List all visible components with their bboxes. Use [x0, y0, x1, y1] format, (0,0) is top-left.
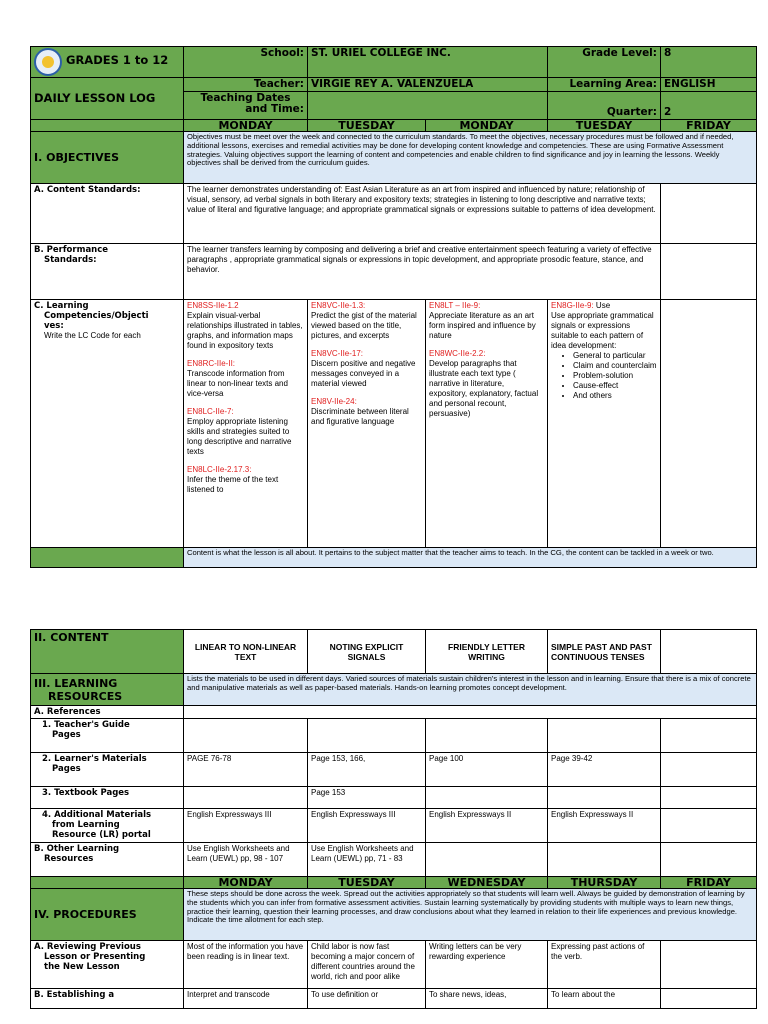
learning-resources-title-line1: III. LEARNING: [34, 676, 118, 690]
other-thursday: [548, 843, 661, 877]
lc-label-line2: Competencies/Objecti: [44, 311, 149, 321]
day-header-blank: [31, 877, 184, 889]
lc-label-line1: C. Learning: [34, 301, 89, 311]
idea-pattern-list: [551, 351, 657, 401]
learning-area-label: Learning Area:: [548, 78, 661, 92]
other-resources-label: [31, 843, 184, 877]
lesson-log-top-table: [30, 46, 757, 568]
learning-area-value: ENGLISH: [661, 78, 757, 92]
grades-cell: [31, 47, 184, 78]
review-monday: Most of the information you have been reading is in linear text.: [184, 941, 308, 989]
lc-text: Develop paragraphs that illustrate each text type ( narrative in literature, expository, explanatory, factual and personal recount, persuasive): [429, 359, 539, 418]
reviewing-previous-label-line3: the New Lesson: [44, 962, 120, 972]
learners-materials-label: [31, 753, 184, 787]
tg-monday: [184, 719, 308, 753]
learners-materials-label-line2: Pages: [52, 764, 81, 774]
learning-competencies-label: [31, 300, 184, 548]
school-value: ST. URIEL COLLEGE INC.: [308, 47, 548, 78]
content-topic-thursday: SIMPLE PAST AND PAST CONTINUOUS TENSES: [548, 630, 661, 674]
textbook-pages-label-line1: 3. Textbook Pages: [42, 788, 130, 798]
other-friday: [661, 843, 757, 877]
teachers-guide-label: [31, 719, 184, 753]
teacher-value: VIRGIE REY A. VALENZUELA: [308, 78, 548, 92]
am-tuesday: English Expressways III: [308, 809, 426, 843]
lm-friday: [661, 753, 757, 787]
lc-code: EN8RC-IIe-II:: [187, 359, 236, 368]
performance-standards-friday: [661, 244, 757, 300]
lc-code: EN8LC-IIe-2.17.3:: [187, 465, 252, 474]
tg-thursday: [548, 719, 661, 753]
am-friday: [661, 809, 757, 843]
teaching-dates-value: [308, 92, 548, 120]
teaching-dates-label: [184, 92, 308, 120]
establish-monday: Interpret and transcode: [184, 989, 308, 1009]
establish-tuesday: To use definition or: [308, 989, 426, 1009]
school-label: School:: [184, 47, 308, 78]
grades-title: GRADES 1 to 12: [66, 53, 169, 68]
lm-thursday: Page 39-42: [548, 753, 661, 787]
day-header-1: MONDAY: [184, 120, 308, 132]
lc-code: EN8VC-IIe-1.3:: [311, 301, 366, 310]
tg-friday: [661, 719, 757, 753]
day-header-3: MONDAY: [426, 120, 548, 132]
am-thursday: English Expressways II: [548, 809, 661, 843]
day-header-5: FRIDAY: [661, 877, 757, 889]
grade-level-value: 8: [661, 47, 757, 78]
establish-wednesday: To share news, ideas,: [426, 989, 548, 1009]
textbook-pages-label: [31, 787, 184, 809]
list-item: • Problem-solution: [573, 371, 657, 381]
competencies-monday: [184, 300, 308, 548]
teachers-guide-label-line1: 1. Teacher's Guide: [42, 720, 130, 730]
content-topic-monday: LINEAR TO NON-LINEAR TEXT: [184, 630, 308, 674]
tb-friday: [661, 787, 757, 809]
school-seal-icon: [34, 48, 62, 76]
lc-text: Predict the gist of the material viewed based on the title, pictures, and excerpts: [311, 311, 417, 340]
references-row: [184, 706, 757, 719]
tb-monday: [184, 787, 308, 809]
content-topic-tuesday: NOTING EXPLICIT SIGNALS: [308, 630, 426, 674]
lc-code: EN8WC-IIe-2.2:: [429, 349, 486, 358]
content-standards-label: A. Content Standards:: [31, 184, 184, 244]
teaching-dates-label-line1: Teaching Dates: [200, 92, 291, 104]
lc-text: Use appropriate grammatical signals or expressions suitable to each pattern of idea development:: [551, 311, 654, 350]
tg-wednesday: [426, 719, 548, 753]
performance-standards-text: The learner transfers learning by composing and delivering a brief and creative entertainment speech featuring a variety of effective paragraphs , appropriate grammatical signals or expressions in topic development, and appropriate prosodic feature, stance, and behavior.: [184, 244, 661, 300]
content-note: Content is what the lesson is all about. It pertains to the subject matter that the teacher aims to teach. In the CG, the content can be tackled in a week or two.: [184, 548, 757, 568]
lm-wednesday: Page 100: [426, 753, 548, 787]
additional-materials-label-line3: Resource (LR) portal: [52, 830, 151, 840]
review-wednesday: Writing letters can be very rewarding experience: [426, 941, 548, 989]
day-header-2: TUESDAY: [308, 877, 426, 889]
quarter-value: 2: [661, 92, 757, 120]
performance-standards-label-line2: Standards:: [44, 255, 97, 265]
content-standards-friday: [661, 184, 757, 244]
lm-monday: PAGE 76-78: [184, 753, 308, 787]
competencies-thursday: [548, 300, 661, 548]
competencies-friday: [661, 300, 757, 548]
day-header-1: MONDAY: [184, 877, 308, 889]
additional-materials-label-line2: from Learning: [52, 820, 120, 830]
review-thursday: Expressing past actions of the verb.: [548, 941, 661, 989]
references-label: A. References: [31, 706, 184, 719]
tb-wednesday: [426, 787, 548, 809]
other-monday: Use English Worksheets and Learn (UEWL) pp, 98 - 107: [184, 843, 308, 877]
daily-lesson-log-title: DAILY LESSON LOG: [34, 90, 156, 105]
other-wednesday: [426, 843, 548, 877]
am-monday: English Expressways III: [184, 809, 308, 843]
quarter-label: Quarter:: [548, 92, 661, 120]
other-tuesday: Use English Worksheets and Learn (UEWL) pp, 71 - 83: [308, 843, 426, 877]
list-item: • And others: [573, 391, 657, 401]
objectives-note: Objectives must be meet over the week and connected to the curriculum standards. To meet the objectives, necessary procedures must be followed and if needed, additional lessons, exercises and remedial activities may be done for developing content knowledge and competencies. These are using Formative Assessment strategies. Valuing objectives support the learning of content and competencies and enable children to find significance and joy in learning the lessons. Weekly objectives shall be derived from the curriculum guides.: [184, 132, 757, 184]
establishing-purpose-label: B. Establishing a: [31, 989, 184, 1009]
lc-code: EN8LT – IIe-9:: [429, 301, 481, 310]
lesson-log-bottom-table: [30, 629, 757, 1009]
teaching-dates-label-line2: and Time:: [245, 103, 304, 115]
grade-level-label: Grade Level:: [548, 47, 661, 78]
day-header-3: WEDNESDAY: [426, 877, 548, 889]
procedures-title: IV. PROCEDURES: [31, 889, 184, 941]
competencies-tuesday: [308, 300, 426, 548]
content-topic-wednesday: FRIENDLY LETTER WRITING: [426, 630, 548, 674]
other-resources-label-line2: Resources: [44, 854, 94, 864]
day-header-blank: [31, 120, 184, 132]
additional-materials-label-line1: 4. Additional Materials: [42, 810, 152, 820]
content-topic-friday: [661, 630, 757, 674]
lm-tuesday: Page 153, 166,: [308, 753, 426, 787]
lc-text: Explain visual-verbal relationships illustrated in tables, graphs, and information maps found in expository texts: [187, 311, 303, 350]
learning-resources-title-line2: RESOURCES: [48, 689, 123, 703]
other-resources-label-line1: B. Other Learning: [34, 844, 120, 854]
list-item: • Claim and counterclaim: [573, 361, 657, 371]
list-item: • Cause-effect: [573, 381, 657, 391]
learning-resources-note: Lists the materials to be used in different days. Varied sources of materials sustain children's interest in the lesson and in learning. Ensure that there is a mix of concrete and manipulative materials as well as paper-based materials. Hands-on learning promotes concept development.: [184, 674, 757, 706]
establish-friday: [661, 989, 757, 1009]
objectives-title: I. OBJECTIVES: [31, 132, 184, 184]
day-header-5: FRIDAY: [661, 120, 757, 132]
content-note-blank: [31, 548, 184, 568]
lc-text: Transcode information from linear to non-linear texts and vice-versa: [187, 369, 288, 398]
daily-lesson-log-cell: [31, 78, 184, 120]
day-header-2: TUESDAY: [308, 120, 426, 132]
tb-tuesday: Page 153: [308, 787, 426, 809]
content-title: II. CONTENT: [31, 630, 184, 674]
list-item: • General to particular: [573, 351, 657, 361]
lc-code: EN8V-IIe-24:: [311, 397, 357, 406]
lc-text: Employ appropriate listening skills and strategies suited to long descriptive and narrative texts: [187, 417, 292, 456]
content-standards-text: The learner demonstrates understanding of: East Asian Literature as an art from inspired and influenced by nature; relationship of visual, sensory, ad verbal signals in both literary and expository texts; strategies in listening to long descriptive and narrative texts; value of literal and figurative language; and appropriate grammatical signals or expressions suitable to patterns of idea development.: [184, 184, 661, 244]
review-tuesday: Child labor is now fast becoming a major concern of different countries around the world, rich and poor alike: [308, 941, 426, 989]
am-wednesday: English Expressways II: [426, 809, 548, 843]
review-friday: [661, 941, 757, 989]
lc-text: Infer the theme of the text listened to: [187, 475, 279, 494]
lc-code-rest: Use: [593, 301, 611, 310]
learning-resources-title: [31, 674, 184, 706]
lc-text: Appreciate literature as an art form inspired and influence by nature: [429, 311, 536, 340]
performance-standards-label-line1: B. Performance: [34, 245, 109, 255]
lc-code: EN8LC-IIe-7:: [187, 407, 234, 416]
establish-thursday: To learn about the: [548, 989, 661, 1009]
performance-standards-label: [31, 244, 184, 300]
reviewing-previous-label-line1: A. Reviewing Previous: [34, 942, 141, 952]
lc-label-line4: Write the LC Code for each: [44, 331, 141, 340]
reviewing-previous-label: [31, 941, 184, 989]
lc-code: EN8SS-IIe-1.2: [187, 301, 239, 310]
additional-materials-label: [31, 809, 184, 843]
lc-code: EN8G-IIe-9:: [551, 301, 594, 310]
lc-text: Discriminate between literal and figurative language: [311, 407, 409, 426]
procedures-note: These steps should be done across the week. Spread out the activities appropriately so that students will learn well. Always be guided by demonstration of learning by the students which you can infer from formative assessment activities. Sustain learning systematically by providing students with multiple ways to learn new things, practice their learning, question their learning processes, and draw conclusions about what they learned in relation to their life experiences and previous knowledge. Indicate the time allotment for each step.: [184, 889, 757, 941]
learners-materials-label-line1: 2. Learner's Materials: [42, 754, 147, 764]
competencies-wednesday: [426, 300, 548, 548]
lc-text: Discern positive and negative messages conveyed in a material viewed: [311, 359, 416, 388]
lc-label-line3: ves:: [44, 321, 64, 331]
lc-code: EN8VC-IIe-17:: [311, 349, 364, 358]
tg-tuesday: [308, 719, 426, 753]
tb-thursday: [548, 787, 661, 809]
day-header-4: THURSDAY: [548, 877, 661, 889]
teacher-label: Teacher:: [184, 78, 308, 92]
reviewing-previous-label-line2: Lesson or Presenting: [44, 952, 146, 962]
teachers-guide-label-line2: Pages: [52, 730, 81, 740]
day-header-4: TUESDAY: [548, 120, 661, 132]
